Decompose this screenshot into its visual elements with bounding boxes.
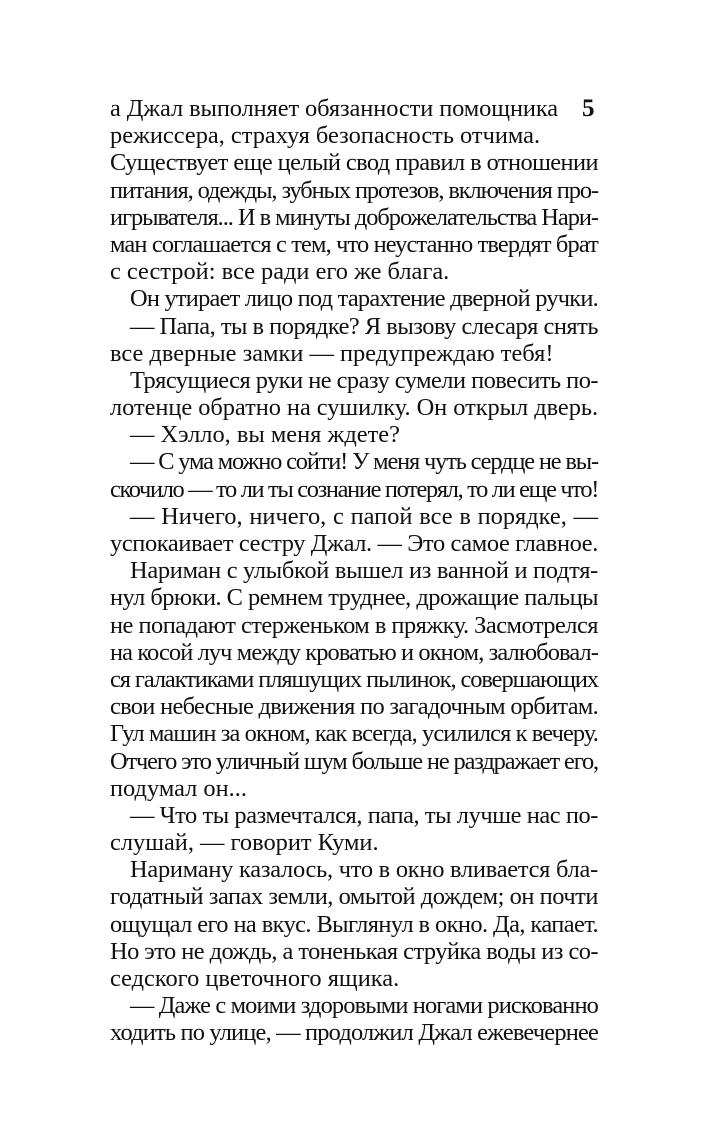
text-line: питания, одежды, зубных протезов, включения про- bbox=[110, 176, 598, 204]
text-line: — Папа, ты в порядке? Я вызову слесаря снять bbox=[130, 312, 598, 340]
text-line: ходить по улице, — продолжил Джал ежевечернее bbox=[110, 1019, 598, 1047]
text-line: ощущал его на вкус. Выглянул в окно. Да, капает. bbox=[110, 910, 598, 938]
text-line: подумал он... bbox=[110, 774, 247, 802]
text-line: с сестрой: все ради его же блага. bbox=[110, 258, 450, 286]
text-line: Существует еще целый свод правил в отношении bbox=[110, 149, 598, 177]
text-line: Но это не дождь, а тоненькая струйка воды из со- bbox=[110, 937, 598, 965]
text-line: успокаивает сестру Джал. — Это самое главное. bbox=[110, 530, 598, 557]
text-line: — Даже с моими здоровыми ногами рискованно bbox=[130, 992, 598, 1020]
text-line: Нариман с улыбкой вышел из ванной и подтя- bbox=[130, 557, 598, 585]
text-line: ся галактиками пляшущих пылинок, совершающих bbox=[110, 665, 598, 693]
text-line: Нариману казалось, что в окно вливается бла- bbox=[130, 856, 598, 884]
text-line: седского цветочного ящика. bbox=[110, 965, 400, 992]
text-line: Отчего это уличный шум больше не раздражает его, bbox=[110, 747, 598, 775]
text-line: слушай, — говорит Куми. bbox=[110, 829, 379, 857]
text-line: — Что ты размечтался, папа, ты лучше нас по- bbox=[130, 801, 598, 829]
text-line: а Джал выполняет обязанности помощника bbox=[110, 95, 558, 122]
text-line: скочило — то ли ты сознание потерял, то ли еще что! bbox=[110, 475, 598, 503]
text-line: — Хэлло, вы меня ждете? bbox=[130, 421, 400, 449]
text-line: свои небесные движения по загадочным орбитам. bbox=[110, 693, 598, 721]
text-line: — Ничего, ничего, с папой все в порядке, — bbox=[130, 502, 598, 530]
text-line: нул брюки. С ремнем труднее, дрожащие пальцы bbox=[110, 584, 598, 612]
text-line: игрывателя... И в минуты доброжелательства Нари- bbox=[110, 203, 598, 231]
body-text bbox=[110, 95, 598, 1047]
text-line: не попадают стерженьком в пряжку. Засмотрелся bbox=[110, 611, 598, 639]
text-line: ман соглашается с тем, что неустанно твердят брат bbox=[110, 230, 598, 258]
text-line: Трясущиеся руки не сразу сумели повесить по- bbox=[130, 366, 598, 394]
text-line: годатный запах земли, омытой дождем; он почти bbox=[110, 883, 598, 911]
text-line: на косой луч между кроватью и окном, залюбовал- bbox=[110, 638, 598, 666]
text-line: — С ума можно сойти! У меня чуть сердце не вы- bbox=[130, 448, 598, 476]
text-line: лотенце обратно на сушилку. Он открыл дверь. bbox=[110, 394, 598, 422]
page-number: 5 bbox=[582, 95, 595, 122]
text-line: Он утирает лицо под тарахтение дверной ручки. bbox=[130, 285, 598, 313]
text-line: Гул машин за окном, как всегда, усилился к вечеру. bbox=[110, 720, 598, 748]
text-line: все дверные замки — предупреждаю тебя! bbox=[110, 339, 554, 367]
text-line: режиссера, страхуя безопасность отчима. bbox=[110, 122, 541, 150]
